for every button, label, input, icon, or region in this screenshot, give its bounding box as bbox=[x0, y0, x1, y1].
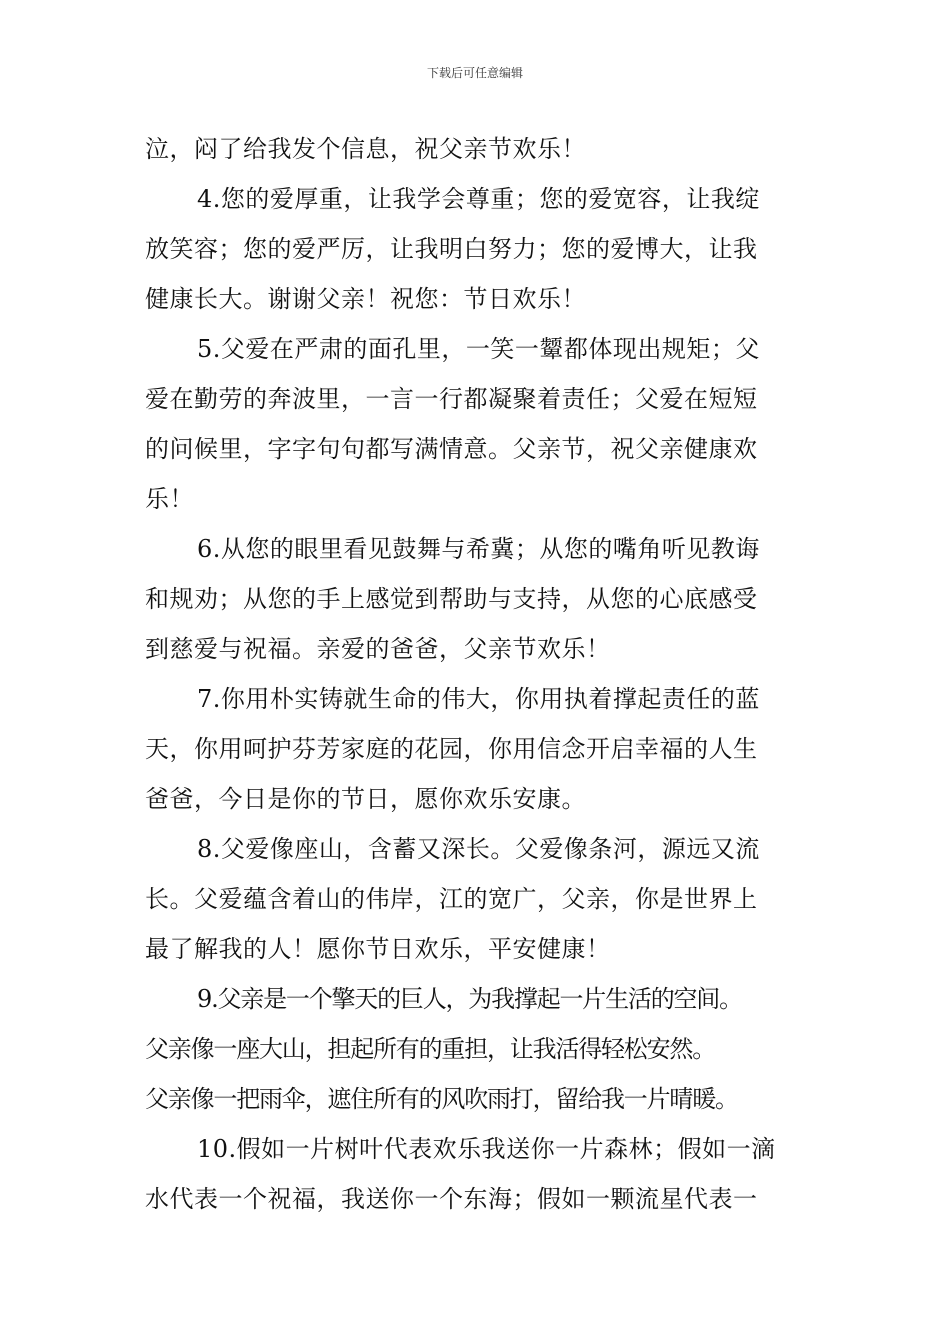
paragraph-item-7 bbox=[145, 674, 815, 824]
text-line: 爸爸，今日是你的节日，愿你欢乐安康。 bbox=[145, 785, 586, 813]
text-line: 健康长大。谢谢父亲！祝您：节日欢乐！ bbox=[145, 285, 586, 313]
text-line: 6.从您的眼里看见鼓舞与希冀；从您的嘴角听见教诲 bbox=[197, 535, 760, 563]
text-line: 天，你用呵护芬芳家庭的花园，你用信念开启幸福的人生 bbox=[145, 735, 758, 763]
text-line: 父亲像一把雨伞，遮住所有的风吹雨打，留给我一片晴暖。 bbox=[145, 1085, 738, 1113]
paragraph-item-10 bbox=[145, 1124, 815, 1224]
text-line: 5.父爱在严肃的面孔里，一笑一颦都体现出规矩；父 bbox=[197, 335, 760, 363]
text-line: 最了解我的人！愿你节日欢乐，平安健康！ bbox=[145, 935, 611, 963]
paragraph-item-5 bbox=[145, 324, 815, 524]
paragraph-continuation bbox=[145, 124, 815, 174]
paragraph-item-6 bbox=[145, 524, 815, 674]
page-header: 下载后可任意编辑 bbox=[426, 66, 523, 80]
text-line: 乐！ bbox=[145, 485, 194, 513]
paragraph-item-8 bbox=[145, 824, 815, 974]
text-line: 到慈爱与祝福。亲爱的爸爸，父亲节欢乐！ bbox=[145, 635, 611, 663]
text-line: 爱在勤劳的奔波里，一言一行都凝聚着责任；父爱在短短 bbox=[145, 385, 758, 413]
text-line: 7.你用朴实铸就生命的伟大，你用执着撑起责任的蓝 bbox=[197, 685, 760, 713]
text-line: 9.父亲是一个擎天的巨人，为我撑起一片生活的空间。 bbox=[197, 985, 742, 1013]
text-line: 和规劝；从您的手上感觉到帮助与支持，从您的心底感受 bbox=[145, 585, 758, 613]
text-line: 4.您的爱厚重，让我学会尊重；您的爱宽容，让我绽 bbox=[197, 185, 760, 213]
text-line: 长。父爱蕴含着山的伟岸，江的宽广，父亲，你是世界上 bbox=[145, 885, 758, 913]
text-line: 的问候里，字字句句都写满情意。父亲节，祝父亲健康欢 bbox=[145, 435, 758, 463]
paragraph-item-9 bbox=[145, 974, 815, 1124]
text-line: 泣，闷了给我发个信息，祝父亲节欢乐！ bbox=[145, 135, 586, 163]
text-line: 放笑容；您的爱严厉，让我明白努力；您的爱博大，让我 bbox=[145, 235, 758, 263]
text-line: 水代表一个祝福，我送你一个东海；假如一颗流星代表一 bbox=[145, 1185, 758, 1213]
paragraph-item-4 bbox=[145, 174, 815, 324]
text-line: 父亲像一座大山，担起所有的重担，让我活得轻松安然。 bbox=[145, 1035, 715, 1063]
text-line: 8.父爱像座山，含蓄又深长。父爱像条河，源远又流 bbox=[197, 835, 760, 863]
text-line: 10.假如一片树叶代表欢乐我送你一片森林；假如一滴 bbox=[197, 1135, 776, 1163]
document-body bbox=[145, 124, 815, 1224]
